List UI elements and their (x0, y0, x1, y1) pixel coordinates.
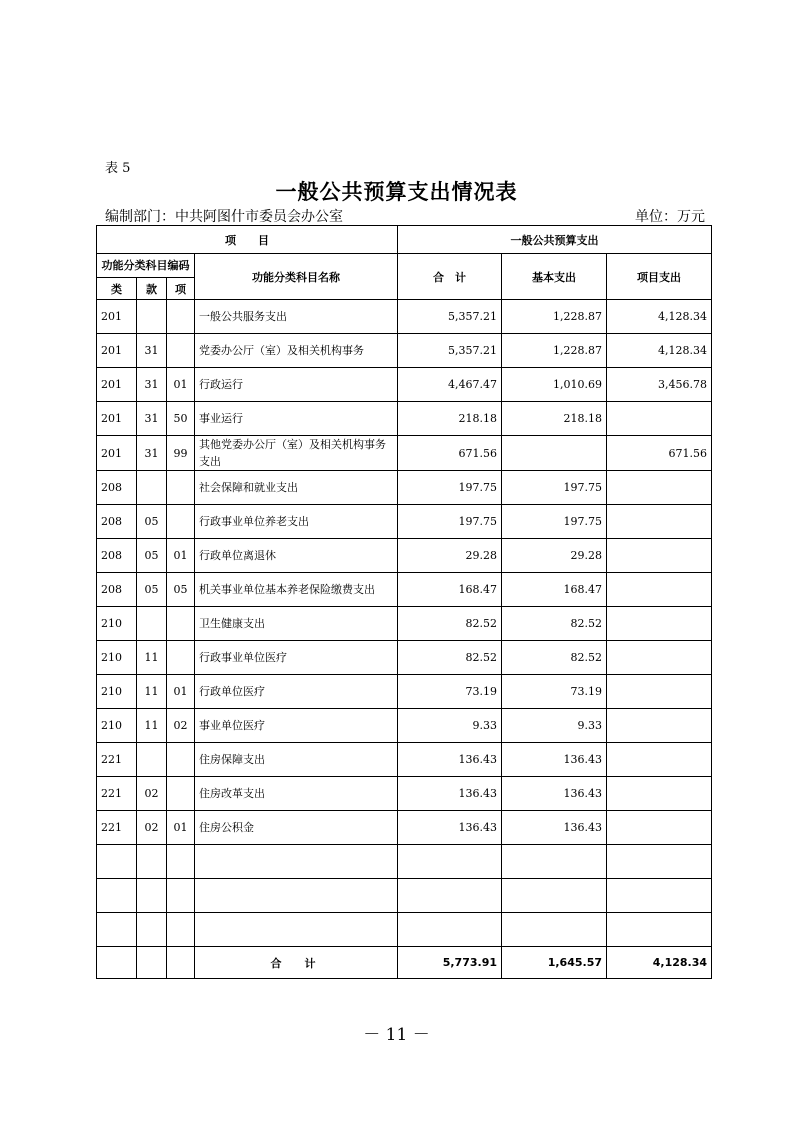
table-row (97, 743, 712, 777)
totals-basic: 1,645.57 (502, 947, 607, 979)
cell-xiang: 99 (167, 436, 195, 471)
cell-total: 29.28 (398, 539, 502, 573)
cell-project (607, 402, 712, 436)
cell-name: 住房公积金 (195, 811, 398, 845)
totals-row (97, 947, 712, 979)
cell-name: 其他党委办公厅（室）及相关机构事务支出 (195, 436, 398, 471)
cell-project (607, 913, 712, 947)
budget-table (96, 225, 712, 979)
cell-total: 218.18 (398, 402, 502, 436)
cell-project (607, 539, 712, 573)
cell-total (398, 913, 502, 947)
cell-xiang (167, 879, 195, 913)
table-row (97, 334, 712, 368)
cell-name: 党委办公厅（室）及相关机构事务 (195, 334, 398, 368)
cell-basic: 136.43 (502, 743, 607, 777)
cell-kuan (137, 743, 167, 777)
cell-name (195, 845, 398, 879)
cell-name: 行政事业单位养老支出 (195, 505, 398, 539)
cell-kuan: 05 (137, 505, 167, 539)
cell-lei: 201 (97, 368, 137, 402)
cell-name: 一般公共服务支出 (195, 300, 398, 334)
cell-name: 行政运行 (195, 368, 398, 402)
cell-project (607, 709, 712, 743)
cell-name: 社会保障和就业支出 (195, 471, 398, 505)
cell-project: 3,456.78 (607, 368, 712, 402)
cell-name: 事业单位医疗 (195, 709, 398, 743)
cell-basic: 218.18 (502, 402, 607, 436)
table-row (97, 505, 712, 539)
cell-kuan (137, 607, 167, 641)
cell-kuan (137, 845, 167, 879)
totals-project: 4,128.34 (607, 947, 712, 979)
cell-xiang (167, 845, 195, 879)
cell-kuan: 11 (137, 641, 167, 675)
cell-project (607, 811, 712, 845)
cell-total: 4,467.47 (398, 368, 502, 402)
cell-project: 4,128.34 (607, 334, 712, 368)
cell-xiang (167, 471, 195, 505)
cell-name: 卫生健康支出 (195, 607, 398, 641)
cell-xiang: 01 (167, 811, 195, 845)
cell-total: 168.47 (398, 573, 502, 607)
table-body (97, 300, 712, 947)
cell-lei: 208 (97, 471, 137, 505)
table-row (97, 368, 712, 402)
cell-lei (97, 913, 137, 947)
cell-project (607, 743, 712, 777)
cell-lei: 208 (97, 505, 137, 539)
table-row (97, 675, 712, 709)
cell-basic: 136.43 (502, 777, 607, 811)
totals-total: 5,773.91 (398, 947, 502, 979)
header-kuan: 款 (137, 278, 167, 300)
table-row (97, 402, 712, 436)
cell-basic (502, 913, 607, 947)
table-row (97, 300, 712, 334)
cell-kuan (137, 879, 167, 913)
cell-total: 5,357.21 (398, 334, 502, 368)
cell-project (607, 573, 712, 607)
cell-xiang (167, 334, 195, 368)
cell-xiang: 01 (167, 675, 195, 709)
cell-basic: 82.52 (502, 607, 607, 641)
cell-lei: 201 (97, 436, 137, 471)
table-tag: 表 5 (105, 161, 131, 176)
cell-kuan: 11 (137, 675, 167, 709)
cell-project (607, 777, 712, 811)
cell-project (607, 505, 712, 539)
cell-basic: 197.75 (502, 471, 607, 505)
header-lei: 类 (97, 278, 137, 300)
cell-basic: 82.52 (502, 641, 607, 675)
cell-xiang: 01 (167, 368, 195, 402)
cell-lei: 208 (97, 573, 137, 607)
totals-xiang (167, 947, 195, 979)
cell-basic: 168.47 (502, 573, 607, 607)
cell-project: 4,128.34 (607, 300, 712, 334)
cell-kuan: 31 (137, 334, 167, 368)
cell-project (607, 675, 712, 709)
department-label: 编制部门：中共阿图什市委员会办公室 (105, 209, 343, 225)
cell-basic: 1,010.69 (502, 368, 607, 402)
cell-kuan: 31 (137, 436, 167, 471)
table-row (97, 607, 712, 641)
cell-name (195, 913, 398, 947)
cell-name: 住房改革支出 (195, 777, 398, 811)
cell-lei: 210 (97, 607, 137, 641)
table-row (97, 913, 712, 947)
cell-kuan: 05 (137, 539, 167, 573)
cell-xiang (167, 743, 195, 777)
cell-name: 机关事业单位基本养老保险缴费支出 (195, 573, 398, 607)
cell-basic: 1,228.87 (502, 334, 607, 368)
table-row (97, 777, 712, 811)
cell-lei: 208 (97, 539, 137, 573)
table-row (97, 811, 712, 845)
cell-lei: 221 (97, 777, 137, 811)
cell-name: 行政单位离退休 (195, 539, 398, 573)
header-name: 功能分类科目名称 (195, 254, 398, 300)
page-number: － 11 － (363, 1025, 430, 1045)
table-row (97, 709, 712, 743)
cell-xiang: 01 (167, 539, 195, 573)
unit-label: 单位：万元 (635, 209, 705, 225)
cell-name: 事业运行 (195, 402, 398, 436)
cell-total: 671.56 (398, 436, 502, 471)
cell-lei: 210 (97, 641, 137, 675)
table-row (97, 471, 712, 505)
cell-project (607, 471, 712, 505)
cell-project (607, 641, 712, 675)
cell-xiang: 50 (167, 402, 195, 436)
table-row (97, 539, 712, 573)
header-item: 项 目 (97, 226, 398, 254)
cell-total: 197.75 (398, 505, 502, 539)
header-total: 合 计 (398, 254, 502, 300)
header-budget: 一般公共预算支出 (398, 226, 712, 254)
cell-basic: 197.75 (502, 505, 607, 539)
cell-kuan: 05 (137, 573, 167, 607)
totals-kuan (137, 947, 167, 979)
cell-kuan (137, 471, 167, 505)
cell-kuan: 31 (137, 368, 167, 402)
totals-lei (97, 947, 137, 979)
totals-label: 合 计 (195, 947, 398, 979)
cell-total: 197.75 (398, 471, 502, 505)
cell-basic (502, 845, 607, 879)
cell-total: 82.52 (398, 607, 502, 641)
cell-total: 136.43 (398, 811, 502, 845)
header-xiang: 项 (167, 278, 195, 300)
cell-xiang (167, 641, 195, 675)
cell-name: 行政事业单位医疗 (195, 641, 398, 675)
cell-name: 住房保障支出 (195, 743, 398, 777)
cell-kuan: 02 (137, 811, 167, 845)
cell-project (607, 879, 712, 913)
cell-total: 136.43 (398, 777, 502, 811)
cell-lei (97, 879, 137, 913)
cell-project (607, 607, 712, 641)
cell-lei (97, 845, 137, 879)
cell-lei: 210 (97, 675, 137, 709)
cell-xiang: 05 (167, 573, 195, 607)
cell-xiang (167, 607, 195, 641)
cell-total (398, 879, 502, 913)
cell-project: 671.56 (607, 436, 712, 471)
cell-total: 136.43 (398, 743, 502, 777)
cell-kuan (137, 913, 167, 947)
table-row (97, 845, 712, 879)
header-code-group: 功能分类科目编码 (97, 254, 195, 278)
cell-kuan: 31 (137, 402, 167, 436)
cell-name (195, 879, 398, 913)
cell-xiang: 02 (167, 709, 195, 743)
header-project: 项目支出 (607, 254, 712, 300)
cell-lei: 221 (97, 743, 137, 777)
cell-basic: 9.33 (502, 709, 607, 743)
cell-name: 行政单位医疗 (195, 675, 398, 709)
cell-lei: 210 (97, 709, 137, 743)
table-row (97, 436, 712, 471)
cell-total (398, 845, 502, 879)
cell-basic: 73.19 (502, 675, 607, 709)
cell-basic: 29.28 (502, 539, 607, 573)
cell-basic (502, 879, 607, 913)
cell-lei: 221 (97, 811, 137, 845)
cell-basic (502, 436, 607, 471)
cell-kuan: 02 (137, 777, 167, 811)
cell-total: 5,357.21 (398, 300, 502, 334)
cell-lei: 201 (97, 402, 137, 436)
table-row (97, 641, 712, 675)
cell-kuan: 11 (137, 709, 167, 743)
cell-project (607, 845, 712, 879)
header-basic: 基本支出 (502, 254, 607, 300)
cell-xiang (167, 913, 195, 947)
cell-xiang (167, 300, 195, 334)
table-row (97, 573, 712, 607)
cell-total: 73.19 (398, 675, 502, 709)
cell-lei: 201 (97, 300, 137, 334)
cell-lei: 201 (97, 334, 137, 368)
cell-total: 82.52 (398, 641, 502, 675)
table-row (97, 879, 712, 913)
cell-kuan (137, 300, 167, 334)
cell-basic: 1,228.87 (502, 300, 607, 334)
cell-basic: 136.43 (502, 811, 607, 845)
page-title: 一般公共预算支出情况表 (275, 179, 518, 204)
cell-xiang (167, 777, 195, 811)
cell-xiang (167, 505, 195, 539)
cell-total: 9.33 (398, 709, 502, 743)
